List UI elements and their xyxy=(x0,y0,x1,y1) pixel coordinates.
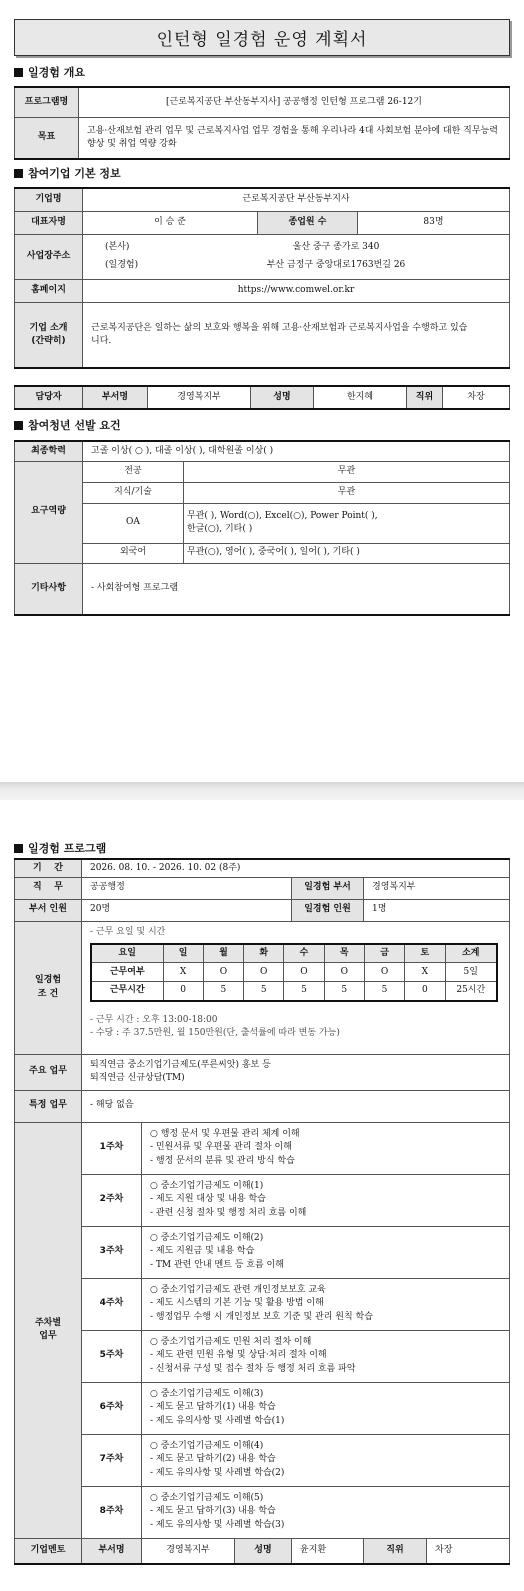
page-1 xyxy=(0,0,524,782)
education-label: 최종학력 xyxy=(15,441,83,461)
contact-dept-label: 부서명 xyxy=(83,386,148,409)
schedule-header-cell: 목 xyxy=(324,944,364,963)
week-row xyxy=(15,1382,510,1434)
homepage-link[interactable]: https://www.comwel.or.kr xyxy=(83,279,510,302)
representative-label: 대표자명 xyxy=(15,211,83,234)
week-row xyxy=(15,1174,510,1226)
schedule-header-cell: 토 xyxy=(405,944,445,963)
schedule-row-label: 근무시간 xyxy=(91,982,163,1001)
schedule-hours-row xyxy=(91,982,497,1001)
week-task: - TM 관련 안내 멘트 등 흐름 이해 xyxy=(150,1259,284,1270)
address-site-value: 부산 금정구 중앙대로1763번길 26 xyxy=(266,259,406,270)
address-hq-type: (본사) xyxy=(105,242,130,253)
dept-staff-value: 20명 xyxy=(82,899,292,921)
representative-value: 이 승 준 xyxy=(83,211,258,234)
goal-label: 목표 xyxy=(15,117,79,159)
section-requirements-heading xyxy=(14,417,121,433)
week-detail xyxy=(142,1122,510,1174)
schedule-cell: 5 xyxy=(364,982,404,1001)
schedule-cell: 25시간 xyxy=(445,982,497,1001)
dept-staff-label: 부서 인원 xyxy=(15,899,82,921)
schedule-row-label: 근무여부 xyxy=(91,963,163,982)
schedule-cell: 0 xyxy=(405,982,445,1001)
special-duty-label: 특정 업무 xyxy=(15,1090,82,1122)
week-detail xyxy=(142,1434,510,1486)
conditions-value xyxy=(82,921,510,1054)
main-duty-line-1: 퇴직연금 중소기업기금제도(푸른씨앗) 홍보 등 xyxy=(90,1059,271,1070)
week-number: 3주차 xyxy=(82,1226,142,1278)
schedule-cell: O xyxy=(284,963,324,982)
week-detail xyxy=(142,1382,510,1434)
section-overview-heading xyxy=(14,64,85,80)
schedule-cell: 5 xyxy=(244,982,284,1001)
program-name-label: 프로그램명 xyxy=(15,87,79,117)
schedule-header-label: 요일 xyxy=(91,944,163,963)
overview-table xyxy=(14,86,510,160)
page-separator xyxy=(0,782,524,800)
company-intro-label: 기업 소개 (간략히) xyxy=(15,302,83,368)
program-people-value: 1명 xyxy=(364,899,510,921)
education-value: 고졸 이상( ○ ), 대졸 이상( ), 대학원졸 이상( ) xyxy=(83,441,510,461)
week-detail xyxy=(142,1226,510,1278)
mentor-name-label: 성명 xyxy=(235,1538,292,1564)
program-table xyxy=(14,858,510,1565)
address-hq-row xyxy=(83,241,509,254)
week-topic: ○ 행정 문서 및 우편물 관리 체계 이해 xyxy=(150,1129,300,1140)
section-program-title: 일경험 프로그램 xyxy=(28,842,107,855)
etc-value: - 사회참여형 프로그램 xyxy=(83,563,510,615)
skill-label: 지식/기술 xyxy=(83,482,184,503)
schedule-cell: 5 xyxy=(284,982,324,1001)
contact-name-label: 성명 xyxy=(251,386,314,409)
schedule-header-cell: 월 xyxy=(203,944,243,963)
week-task: - 제도 지원금 및 내용 학습 xyxy=(150,1246,255,1257)
program-dept-label: 일경험 부서 xyxy=(292,877,364,899)
week-topic: ○ 중소기업기금제도 이해(5) xyxy=(150,1493,264,1504)
week-task: - 제도 관련 민원 유형 및 상담·처리 절차 이해 xyxy=(150,1350,327,1361)
oa-line-1: 무관( ), Word(○), Excel(○), Power Point( ), xyxy=(187,510,378,521)
contact-position-value: 차장 xyxy=(443,386,510,409)
requirements-table xyxy=(14,440,510,616)
section-requirements-title: 참여청년 선발 요건 xyxy=(28,419,121,432)
program-people-label: 일경험 인원 xyxy=(292,899,364,921)
week-number: 1주차 xyxy=(82,1122,142,1174)
week-task: - 제도 유의사항 및 사례별 학습(2) xyxy=(150,1467,285,1478)
contact-table xyxy=(14,385,510,410)
company-name-value: 근로복지공단 부산동부지사 xyxy=(83,188,510,211)
schedule-workday-row xyxy=(91,963,497,982)
conditions-label: 일경험 조 건 xyxy=(15,921,82,1054)
square-bullet-icon xyxy=(14,169,23,178)
week-task: - 관련 신청 절차 및 행정 처리 흐름 이해 xyxy=(150,1207,307,1218)
square-bullet-icon xyxy=(14,68,23,77)
square-bullet-icon xyxy=(14,421,23,430)
week-row xyxy=(15,1486,510,1538)
week-row xyxy=(15,1278,510,1330)
mentor-position-value: 차장 xyxy=(427,1538,510,1564)
duty-label: 직 무 xyxy=(15,877,82,899)
schedule-header-cell: 화 xyxy=(244,944,284,963)
mentor-dept-label: 부서명 xyxy=(82,1538,142,1564)
oa-line-2: 한글(○), 기타( ) xyxy=(187,524,253,534)
schedule-header-cell: 수 xyxy=(284,944,324,963)
week-row xyxy=(15,1122,510,1174)
schedule-header-cell: 금 xyxy=(364,944,404,963)
major-value: 무관 xyxy=(184,461,510,482)
employee-count-label: 종업원 수 xyxy=(258,211,358,234)
week-detail xyxy=(142,1486,510,1538)
schedule-title: - 근무 요일 및 시간 xyxy=(90,926,166,937)
major-label: 전공 xyxy=(83,461,184,482)
address-site-row xyxy=(83,259,509,272)
week-task: - 제도 묻고 답하기(1) 내용 학습 xyxy=(150,1402,276,1413)
section-overview-title: 일경험 개요 xyxy=(28,66,85,79)
contact-dept-value: 경영복지부 xyxy=(148,386,251,409)
company-name-label: 기업명 xyxy=(15,188,83,211)
work-time: - 근무 시간 : 오후 13:00-18:00 xyxy=(90,1014,218,1025)
week-row xyxy=(15,1434,510,1486)
program-dept-value: 경영복지부 xyxy=(364,877,510,899)
week-task: - 민원서류 및 우편물 관리 절차 이해 xyxy=(150,1142,292,1153)
mentor-name-value: 윤지환 xyxy=(292,1538,364,1564)
main-duty-label: 주요 업무 xyxy=(15,1054,82,1090)
page-2 xyxy=(0,800,524,1591)
period-value: 2026. 08. 10. - 2026. 10. 02 (8주) xyxy=(82,859,510,877)
week-task: - 제도 지원 대상 및 내용 학습 xyxy=(150,1194,266,1205)
language-label: 외국어 xyxy=(83,543,184,563)
week-number: 6주차 xyxy=(82,1382,142,1434)
mentor-dept-value: 경영복지부 xyxy=(142,1538,235,1564)
square-bullet-icon xyxy=(14,844,23,853)
week-topic: ○ 중소기업기금제도 민원 처리 절차 이해 xyxy=(150,1337,312,1348)
main-duty-line-2: 퇴직연금 신규상담(TM) xyxy=(90,1073,185,1083)
week-topic: ○ 중소기업기금제도 이해(3) xyxy=(150,1389,264,1400)
schedule-cell: X xyxy=(163,963,203,982)
oa-label: OA xyxy=(83,503,184,543)
address-value xyxy=(83,234,510,279)
schedule-cell: O xyxy=(203,963,243,982)
week-row xyxy=(15,1330,510,1382)
period-label: 기 간 xyxy=(15,859,82,877)
section-company-heading xyxy=(14,165,121,181)
week-topic: ○ 중소기업기금제도 관련 개인정보보호 교육 xyxy=(150,1285,326,1296)
duty-value: 공공행정 xyxy=(82,877,292,899)
schedule-cell: 5 xyxy=(203,982,243,1001)
schedule-header-cell: 소계 xyxy=(445,944,497,963)
week-task: - 제도 시스템의 기본 기능 및 활용 방법 이해 xyxy=(150,1298,324,1309)
special-duty-value: - 해당 없음 xyxy=(82,1090,510,1122)
goal-value: 고용·산재보험 관리 업무 및 근로복지사업 업무 경험을 통해 우리나라 4대 사회보험 분야에 대한 직무능력 향상 및 취업 역량 강화 xyxy=(79,117,510,159)
section-program-heading xyxy=(14,840,106,856)
program-name-value: [근로복지공단 부산동부지사] 공공행정 인턴형 프로그램 26-12기 xyxy=(79,87,510,117)
week-detail xyxy=(142,1174,510,1226)
contact-position-label: 직위 xyxy=(407,386,443,409)
schedule-cell: O xyxy=(324,963,364,982)
week-task: - 행정 문서의 분류 및 관리 방식 학습 xyxy=(150,1155,295,1166)
company-table xyxy=(14,187,510,369)
contact-label: 담당자 xyxy=(15,386,83,409)
weekly-tasks xyxy=(15,1122,510,1538)
skill-value: 무관 xyxy=(184,482,510,503)
mentor-position-label: 직위 xyxy=(364,1538,427,1564)
week-topic: ○ 중소기업기금제도 이해(1) xyxy=(150,1181,264,1192)
schedule-header-row xyxy=(91,944,497,963)
week-detail xyxy=(142,1278,510,1330)
company-intro-value: 근로복지공단은 일하는 삶의 보호와 행복을 위해 고용·산재보험과 근로복지사업을 수행하고 있습니다. xyxy=(83,302,510,368)
oa-value xyxy=(184,503,510,543)
language-value: 무관(○), 영어( ), 중국어( ), 일어( ), 기타( ) xyxy=(184,543,510,563)
week-number: 5주차 xyxy=(82,1330,142,1382)
week-task: - 행정업무 수행 시 개인정보 보호 기준 및 관리 원칙 학습 xyxy=(150,1311,373,1322)
week-number: 2주차 xyxy=(82,1174,142,1226)
week-task: - 제도 묻고 답하기(2) 내용 학습 xyxy=(150,1454,276,1465)
mentor-label: 기업멘토 xyxy=(15,1538,82,1564)
schedule-cell: X xyxy=(405,963,445,982)
week-topic: ○ 중소기업기금제도 이해(2) xyxy=(150,1233,264,1244)
address-site-type: (일경험) xyxy=(105,259,139,270)
schedule-header-cell: 일 xyxy=(163,944,203,963)
schedule-cell: O xyxy=(364,963,404,982)
week-task: - 제도 유의사항 및 사례별 학습(1) xyxy=(150,1415,285,1426)
week-task: - 제도 유의사항 및 사례별 학습(3) xyxy=(150,1519,285,1530)
week-task: - 제도 묻고 답하기(3) 내용 학습 xyxy=(150,1506,276,1517)
week-number: 4주차 xyxy=(82,1278,142,1330)
week-row xyxy=(15,1226,510,1278)
employee-count-value: 83명 xyxy=(358,211,510,234)
address-hq-value: 울산 중구 종가로 340 xyxy=(292,242,380,253)
schedule-table xyxy=(90,943,498,1002)
schedule-cell: 0 xyxy=(163,982,203,1001)
weekly-tasks-label: 주차별 업무 xyxy=(15,1122,82,1538)
schedule-cell: O xyxy=(244,963,284,982)
etc-label: 기타사항 xyxy=(15,563,83,615)
address-label: 사업장주소 xyxy=(15,234,83,279)
schedule-cell: 5일 xyxy=(445,963,497,982)
week-number: 7주차 xyxy=(82,1434,142,1486)
section-company-title: 참여기업 기본 정보 xyxy=(28,167,121,180)
contact-name-value: 한지혜 xyxy=(314,386,407,409)
week-task: - 신청서류 구성 및 접수 절차 등 행정 처리 흐름 파악 xyxy=(150,1363,356,1374)
week-topic: ○ 중소기업기금제도 이해(4) xyxy=(150,1441,264,1452)
schedule-cell: 5 xyxy=(324,982,364,1001)
competency-label: 요구역량 xyxy=(15,461,83,563)
homepage-label: 홈페이지 xyxy=(15,279,83,302)
week-detail xyxy=(142,1330,510,1382)
document-title: 인턴형 일경험 운영 계획서 xyxy=(14,19,510,56)
allowance: - 수당 : 주 37.5만원, 월 150만원(단, 출석률에 따라 변동 가능) xyxy=(90,1027,340,1038)
week-number: 8주차 xyxy=(82,1486,142,1538)
main-duty-value xyxy=(82,1054,510,1090)
